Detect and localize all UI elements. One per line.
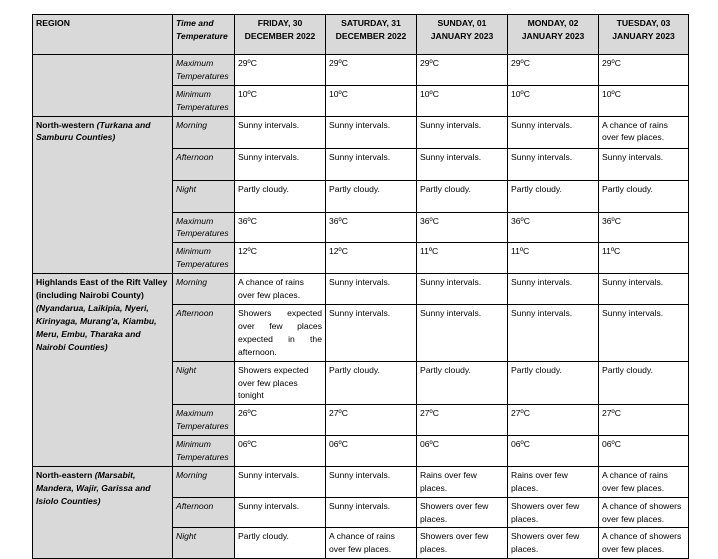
forecast-cell: Sunny intervals. <box>599 305 689 362</box>
forecast-cell: A chance of showers over few places. <box>599 497 689 528</box>
forecast-cell: Partly cloudy. <box>599 361 689 405</box>
forecast-cell: 10ºC <box>235 85 326 116</box>
forecast-cell: A chance of showers over few places. <box>599 528 689 559</box>
forecast-cell: Partly cloudy. <box>508 180 599 212</box>
period-label: Afternoon <box>173 497 235 528</box>
forecast-cell: 29ºC <box>417 55 508 86</box>
period-label: Morning <box>173 274 235 305</box>
period-label: Morning <box>173 116 235 148</box>
forecast-cell: Sunny intervals. <box>508 274 599 305</box>
forecast-cell: 27ºC <box>417 405 508 436</box>
forecast-cell: 36ºC <box>235 212 326 243</box>
forecast-cell: 26ºC <box>235 405 326 436</box>
forecast-cell: Sunny intervals. <box>508 116 599 148</box>
table-row <box>33 55 689 86</box>
region-counties: (Marsabit, Mandera, Wajir, Garissa and Isiolo Counties) <box>36 469 151 506</box>
region-cell <box>33 116 173 274</box>
forecast-table <box>32 14 689 559</box>
table-row <box>33 466 689 497</box>
header-day: FRIDAY, 30 DECEMBER 2022 <box>235 15 326 55</box>
forecast-cell: Showers expected over few places tonight <box>235 361 326 405</box>
header-day: MONDAY, 02 JANUARY 2023 <box>508 15 599 55</box>
forecast-cell: Sunny intervals. <box>417 116 508 148</box>
forecast-cell: Showers over few places. <box>417 528 508 559</box>
table-row <box>33 274 689 305</box>
forecast-cell: 06ºC <box>417 436 508 467</box>
forecast-cell: A chance of rains over few places. <box>235 274 326 305</box>
region-cell <box>33 274 173 467</box>
forecast-cell: Sunny intervals. <box>599 148 689 180</box>
period-label: Night <box>173 180 235 212</box>
forecast-cell: Sunny intervals. <box>508 148 599 180</box>
period-label: Night <box>173 528 235 559</box>
forecast-cell: Partly cloudy. <box>508 361 599 405</box>
region-counties: (Turkana and Samburu Counties) <box>36 119 151 143</box>
forecast-cell: 36ºC <box>508 212 599 243</box>
forecast-cell: 10ºC <box>417 85 508 116</box>
period-label: Afternoon <box>173 148 235 180</box>
region-name: North-eastern <box>36 469 93 480</box>
forecast-cell: Partly cloudy. <box>417 180 508 212</box>
forecast-cell: 06ºC <box>326 436 417 467</box>
period-label: Morning <box>173 466 235 497</box>
forecast-cell: 11ºC <box>599 243 689 274</box>
forecast-cell: 29ºC <box>599 55 689 86</box>
forecast-cell: 27ºC <box>508 405 599 436</box>
header-day: SUNDAY, 01 JANUARY 2023 <box>417 15 508 55</box>
header-row <box>33 15 689 55</box>
forecast-cell: Sunny intervals. <box>326 148 417 180</box>
forecast-cell: A chance of rains over few places. <box>599 116 689 148</box>
region-counties: (Nyandarua, Laikipia, Nyeri, Kirinyaga, Murang'a, Kiambu, Meru, Embu, Tharaka and Nairobi Counties) <box>36 302 157 352</box>
forecast-cell: 10ºC <box>326 85 417 116</box>
forecast-cell: 29ºC <box>508 55 599 86</box>
forecast-cell: 12ºC <box>326 243 417 274</box>
period-label: Maximum Temperatures <box>173 55 235 86</box>
forecast-cell: 11ºC <box>417 243 508 274</box>
forecast-cell: Showers over few places. <box>508 528 599 559</box>
forecast-cell: Partly cloudy. <box>235 180 326 212</box>
forecast-cell: 29ºC <box>235 55 326 86</box>
forecast-cell: Rains over few places. <box>417 466 508 497</box>
forecast-cell: Showers over few places. <box>508 497 599 528</box>
forecast-cell: Rains over few places. <box>508 466 599 497</box>
forecast-cell: Sunny intervals. <box>417 148 508 180</box>
forecast-cell: 36ºC <box>599 212 689 243</box>
forecast-cell: 06ºC <box>508 436 599 467</box>
forecast-cell: Sunny intervals. <box>508 305 599 362</box>
forecast-cell: 11ºC <box>508 243 599 274</box>
forecast-cell: Partly cloudy. <box>326 180 417 212</box>
forecast-cell: A chance of rains over few places. <box>599 466 689 497</box>
forecast-cell: 06ºC <box>599 436 689 467</box>
forecast-cell: 27ºC <box>599 405 689 436</box>
period-label: Maximum Temperatures <box>173 405 235 436</box>
forecast-cell: Sunny intervals. <box>326 116 417 148</box>
header-region: REGION <box>33 15 173 55</box>
period-label: Night <box>173 361 235 405</box>
region-name: Highlands East of the Rift Valley (including Nairobi County) <box>36 277 168 301</box>
forecast-cell: Sunny intervals. <box>326 274 417 305</box>
forecast-cell: 12ºC <box>235 243 326 274</box>
table-row <box>33 116 689 148</box>
forecast-cell: Sunny intervals. <box>417 305 508 362</box>
forecast-cell: Sunny intervals. <box>235 466 326 497</box>
forecast-cell: 10ºC <box>599 85 689 116</box>
forecast-cell: Sunny intervals. <box>326 305 417 362</box>
forecast-cell: 29ºC <box>326 55 417 86</box>
forecast-cell: Sunny intervals. <box>326 497 417 528</box>
forecast-cell: Showers over few places. <box>417 497 508 528</box>
period-label: Minimum Temperatures <box>173 243 235 274</box>
forecast-cell: Sunny intervals. <box>599 274 689 305</box>
forecast-cell: Sunny intervals. <box>235 148 326 180</box>
region-name: North-western <box>36 119 95 130</box>
forecast-cell: 36ºC <box>326 212 417 243</box>
forecast-cell: Sunny intervals. <box>417 274 508 305</box>
forecast-cell: 27ºC <box>326 405 417 436</box>
header-time: Time and Temperature <box>173 15 235 55</box>
forecast-cell: 06ºC <box>235 436 326 467</box>
region-cell-blank <box>33 55 173 117</box>
forecast-cell: 36ºC <box>417 212 508 243</box>
forecast-cell: Partly cloudy. <box>326 361 417 405</box>
forecast-cell: Partly cloudy. <box>417 361 508 405</box>
forecast-cell: A chance of rains over few places. <box>326 528 417 559</box>
forecast-cell: Sunny intervals. <box>235 497 326 528</box>
header-day: TUESDAY, 03 JANUARY 2023 <box>599 15 689 55</box>
forecast-cell: Sunny intervals. <box>235 116 326 148</box>
period-label: Afternoon <box>173 305 235 362</box>
period-label: Minimum Temperatures <box>173 436 235 467</box>
forecast-cell: Partly cloudy. <box>599 180 689 212</box>
forecast-cell: Showers expected over few places expected in the afternoon. <box>235 305 326 362</box>
period-label: Minimum Temperatures <box>173 85 235 116</box>
forecast-cell: 10ºC <box>508 85 599 116</box>
period-label: Maximum Temperatures <box>173 212 235 243</box>
region-cell <box>33 466 173 559</box>
header-day: SATURDAY, 31 DECEMBER 2022 <box>326 15 417 55</box>
forecast-cell: Sunny intervals. <box>326 466 417 497</box>
forecast-cell: Partly cloudy. <box>235 528 326 559</box>
